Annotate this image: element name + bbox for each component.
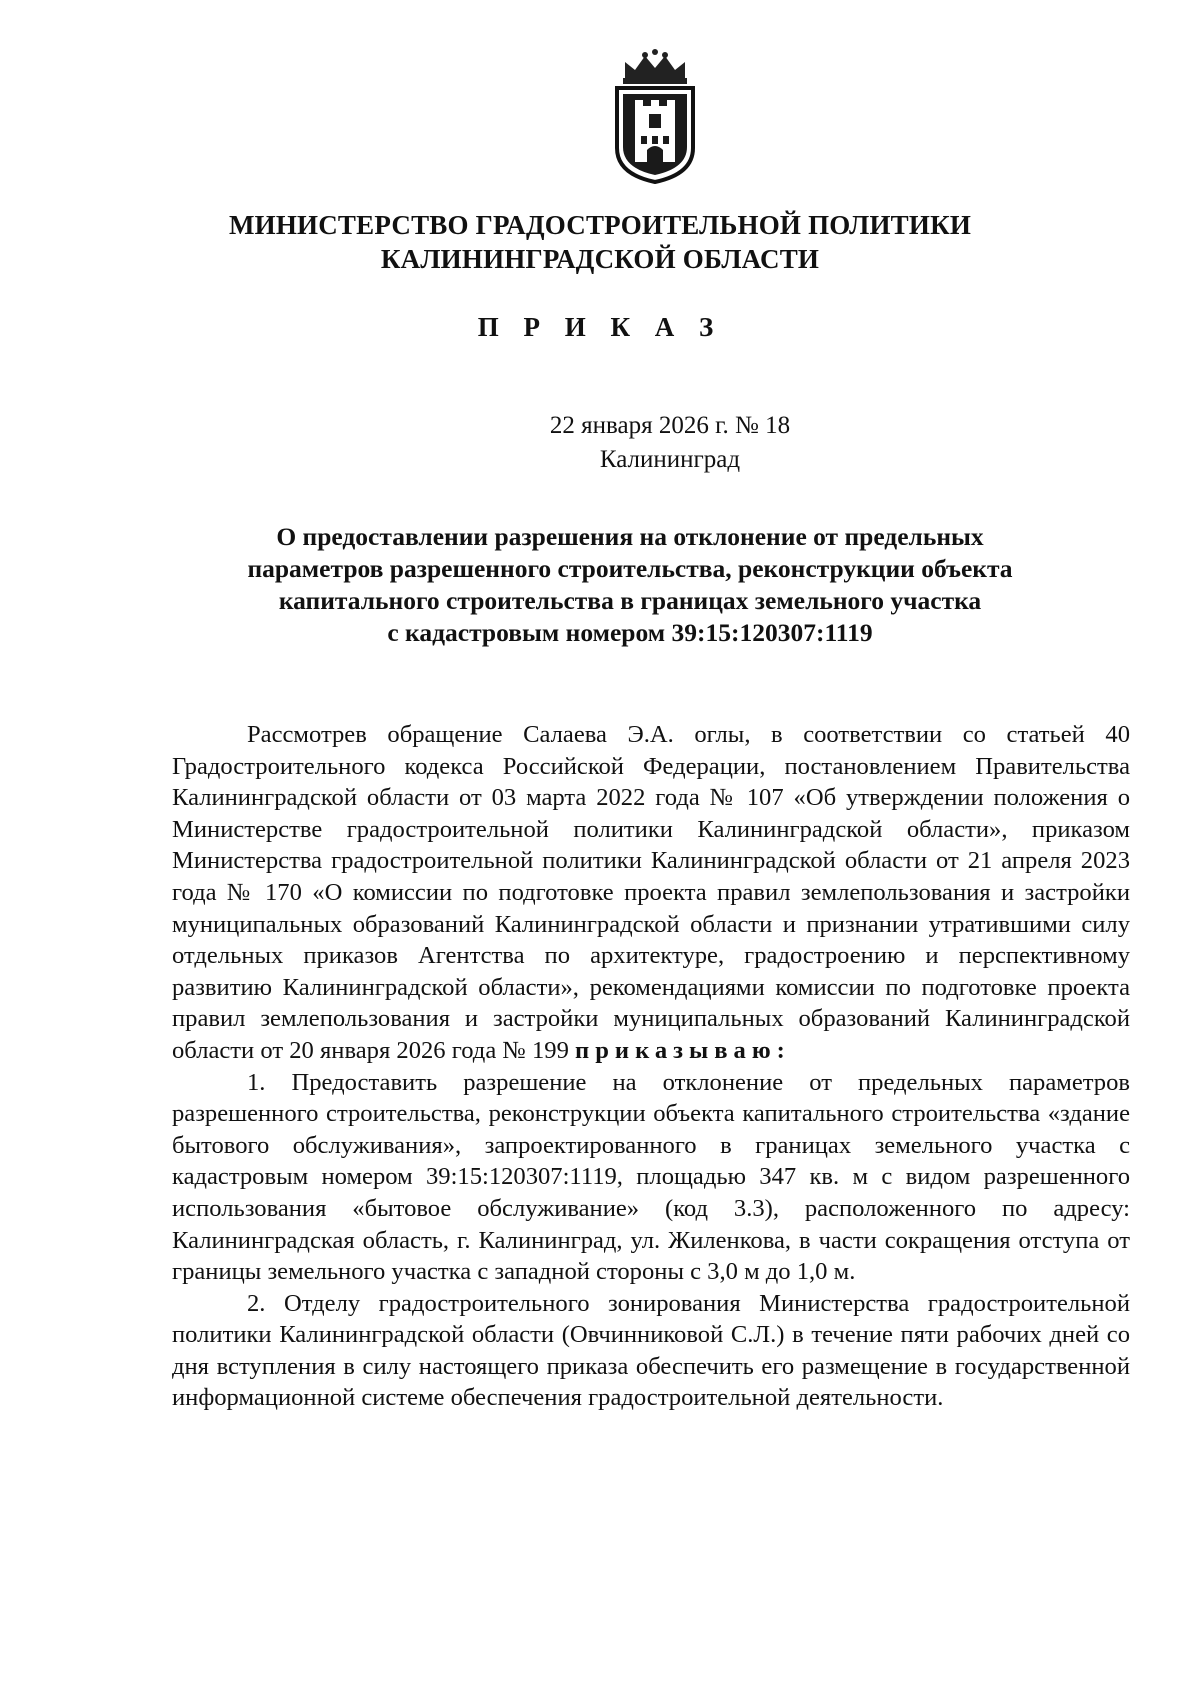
preamble-paragraph — [172, 719, 1130, 1067]
date-and-number: 22 января 2026 г. № 18 — [549, 412, 791, 439]
order-item-2: 2. Отделу градостроительного зонирования Министерства градостроительной политики Калининградской области (Овчинниковой С.Л.) в течение пяти рабочих дней со дня вступления в силу настоящего приказа обеспечить его размещение в государственной информационной системе обеспечения градостроительной деятельности. — [172, 1289, 1130, 1412]
subject-line-3: капитального строительства в границах земельного участка — [278, 586, 982, 615]
coat-of-arms-icon — [605, 48, 705, 184]
ministry-name-line1: МИНИСТЕРСТВО ГРАДОСТРОИТЕЛЬНОЙ ПОЛИТИКИ — [228, 210, 972, 240]
order-body — [172, 719, 1130, 1414]
document-type-title: П Р И К А З — [477, 312, 723, 342]
subject-line-1: О предоставлении разрешения на отклонение от предельных — [276, 522, 984, 551]
preamble-text: Рассмотрев обращение Салаева Э.А. оглы, в соответствии со статьей 40 Градостроительного кодекса Российской Федерации, постановлением Правительства Калининградской области от 03 марта 2022 года № 107 «Об утверждении положения о Министерстве градостроительной политики Калининградской области», приказом Министерства градостроительной политики Калининградской области от 21 апреля 2023 года № 170 «О комиссии по подготовке проекта правил землепользования и застройки муниципальных образований Калининградской области и признании утратившими силу отдельных приказов Агентства по архитектуре, градостроению и перспективному развитию Калининградской области», рекомендациями комиссии по подготовке проекта правил землепользования и застройки муниципальных образований Калининградской области от 20 января 2026 года № 199 — [172, 721, 1130, 1064]
subject-line-4: с кадастровым номером 39:15:120307:1119 — [387, 618, 873, 647]
subject-line-2: параметров разрешенного строительства, реконструкции объекта — [247, 554, 1013, 583]
order-item-1: 1. Предоставить разрешение на отклонение от предельных параметров разрешенного строительства, реконструкции объекта капитального строительства «здание бытового обслуживания», запроектированного в границах земельного участка с кадастровым номером 39:15:120307:1119, площадью 347 кв. м с видом разрешенного использования «бытовое обслуживание» (код 3.3), расположенного по адресу: Калининградская область, г. Калининград, ул. Жиленкова, в части сокращения отступа от границы земельного участка с западной стороны с 3,0 м до 1,0 м. — [172, 1068, 1130, 1286]
order-keyword: приказываю: — [575, 1036, 791, 1064]
ministry-name-line2: КАЛИНИНГРАДСКОЙ ОБЛАСТИ — [380, 244, 820, 274]
city-name: Калининград — [599, 446, 741, 473]
